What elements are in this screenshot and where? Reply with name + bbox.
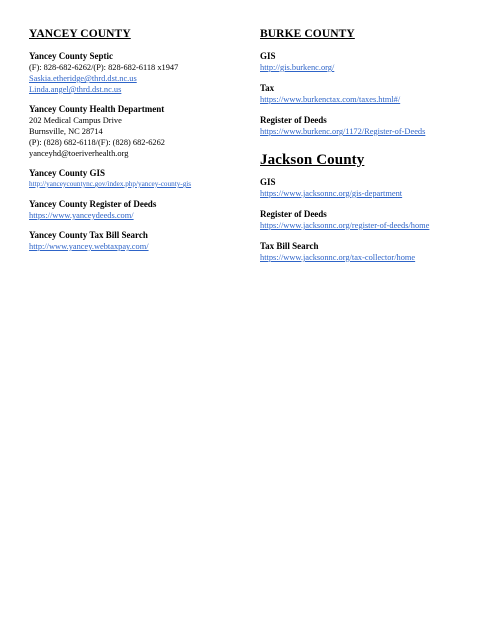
burke-gis-link[interactable]: http://gis.burkenc.org/	[260, 63, 335, 72]
jackson-gis-link[interactable]: https://www.jacksonnc.org/gis-department	[260, 189, 403, 198]
yancey-septic-entry	[29, 51, 251, 95]
yancey-health-email: yanceyhd@toeriverhealth.org	[29, 149, 129, 158]
yancey-tax-title: Yancey County Tax Bill Search	[29, 230, 148, 240]
yancey-septic-email-1[interactable]: Saskia.etheridge@thrd.dst.nc.us	[29, 74, 137, 83]
burke-gis-title: GIS	[260, 51, 276, 61]
jackson-deeds-link[interactable]: https://www.jacksonnc.org/register-of-deeds/home	[260, 221, 430, 230]
yancey-deeds-entry	[29, 199, 251, 221]
yancey-deeds-title: Yancey County Register of Deeds	[29, 199, 157, 209]
yancey-county-heading: YANCEY COUNTY	[29, 28, 131, 40]
jackson-deeds-entry	[260, 209, 485, 231]
jackson-tax-title: Tax Bill Search	[260, 241, 319, 251]
jackson-gis-title: GIS	[260, 177, 276, 187]
yancey-tax-entry	[29, 230, 251, 252]
burke-deeds-title: Register of Deeds	[260, 115, 327, 125]
burke-county-heading: BURKE COUNTY	[260, 28, 355, 40]
yancey-health-phones: (P): (828) 682-6118/(F): (828) 682-6262	[29, 138, 165, 147]
yancey-health-title: Yancey County Health Department	[29, 104, 165, 114]
burke-deeds-link[interactable]: https://www.burkenc.org/1172/Register-of-Deeds	[260, 127, 426, 136]
yancey-gis-link[interactable]: http://yanceycountync.gov/index.php/yancey-county-gis	[29, 180, 192, 188]
burke-deeds-entry	[260, 115, 485, 137]
jackson-tax-entry	[260, 241, 485, 263]
yancey-septic-phones: (F): 828-682-6262/(P): 828-682-6118 x1947	[29, 63, 179, 72]
jackson-tax-link[interactable]: https://www.jacksonnc.org/tax-collector/home	[260, 253, 416, 262]
yancey-septic-email-2[interactable]: Linda.angel@thrd.dst.nc.us	[29, 85, 122, 94]
yancey-deeds-link[interactable]: https://www.yanceydeeds.com/	[29, 211, 134, 220]
burke-gis-entry	[260, 51, 485, 73]
burke-tax-title: Tax	[260, 83, 275, 93]
yancey-health-address-line-1: 202 Medical Campus Drive	[29, 116, 122, 125]
yancey-gis-entry	[29, 168, 251, 190]
burke-tax-link[interactable]: https://www.burkenctax.com/taxes.html#/	[260, 95, 401, 104]
yancey-septic-title: Yancey County Septic	[29, 51, 114, 61]
yancey-health-address-line-2: Burnsville, NC 28714	[29, 127, 103, 136]
yancey-tax-link[interactable]: http://www.yancey.webtaxpay.com/	[29, 242, 149, 251]
jackson-deeds-title: Register of Deeds	[260, 209, 327, 219]
burke-tax-entry	[260, 83, 485, 105]
yancey-health-entry	[29, 104, 251, 159]
jackson-county-heading: Jackson County	[260, 152, 365, 168]
jackson-gis-entry	[260, 177, 485, 199]
yancey-county-column	[29, 27, 251, 261]
burke-jackson-column	[260, 27, 485, 273]
yancey-gis-title: Yancey County GIS	[29, 168, 106, 178]
